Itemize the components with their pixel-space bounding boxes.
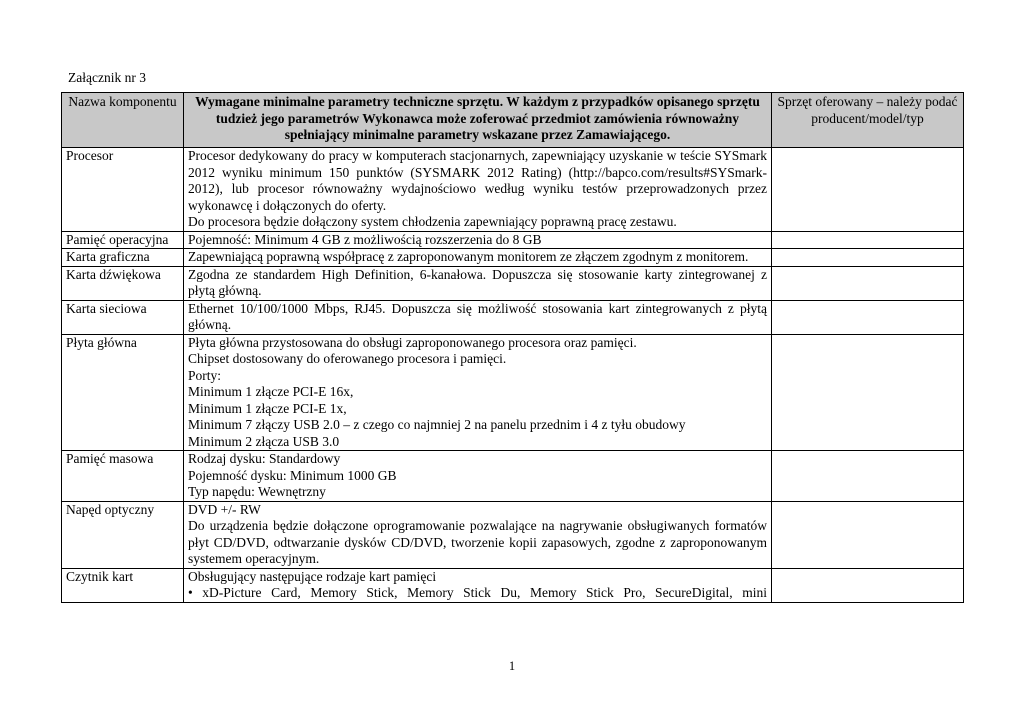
component-name-cell: Karta dźwiękowa <box>62 266 184 300</box>
requirement-text: Pojemność: Minimum 4 GB z możliwością rozszerzenia do 8 GB <box>188 231 542 247</box>
requirement-text: Zgodna ze standardem High Definition, 6-kanałowa. Dopuszcza się stosowanie karty zintegrowanej z płytą główną. <box>188 266 767 298</box>
requirement-text: Pojemność dysku: Minimum 1000 GB <box>188 467 397 483</box>
requirement-text: • xD-Picture Card, Memory Stick, Memory Stick Du, Memory Stick Pro, SecureDigital, mini <box>188 585 767 600</box>
header-offered-equipment: Sprzęt oferowany – należy podać producent/model/typ <box>772 93 964 148</box>
table-header-row <box>62 93 964 148</box>
offered-equipment-cell[interactable] <box>772 334 964 451</box>
offered-equipment-cell[interactable] <box>772 568 964 602</box>
component-name-cell: Karta graficzna <box>62 249 184 267</box>
attachment-heading: Załącznik nr 3 <box>68 70 146 85</box>
requirements-cell <box>184 148 772 232</box>
requirements-cell <box>184 451 772 502</box>
table-row <box>62 231 964 249</box>
offered-equipment-cell[interactable] <box>772 148 964 232</box>
requirement-text: Zapewniającą poprawną współpracę z zaproponowanym monitorem ze złączem zgodnym z monitorem. <box>188 249 749 264</box>
table-row <box>62 501 964 568</box>
component-name-cell: Napęd optyczny <box>62 501 184 568</box>
requirements-cell <box>184 249 772 267</box>
component-name-cell: Pamięć masowa <box>62 451 184 502</box>
requirement-text: Minimum 2 złącza USB 3.0 <box>188 433 340 449</box>
requirement-text: Procesor dedykowany do pracy w komputerach stacjonarnych, zapewniający uzyskanie w teście SYSmark 2012 wyniku minimum 150 punktów (SYSMARK 2012 Rating) (http://bapco.com/results#SYSmark-2012), lub procesor równoważny wydajnościowo według wyniku testów przeprowadzonych przez wykonawcę i dołączonych do oferty. <box>188 148 767 213</box>
specification-table <box>61 92 964 603</box>
component-name-cell: Czytnik kart <box>62 568 184 602</box>
requirements-cell <box>184 334 772 451</box>
table-row <box>62 249 964 267</box>
requirements-cell <box>184 266 772 300</box>
table-row <box>62 568 964 602</box>
requirement-text: Typ napędu: Wewnętrzny <box>188 484 326 499</box>
table-row <box>62 451 964 502</box>
requirement-text: Minimum 1 złącze PCI-E 16x, <box>188 384 354 399</box>
component-name-cell: Procesor <box>62 148 184 232</box>
table-row <box>62 334 964 451</box>
requirement-text: Do procesora będzie dołączony system chłodzenia zapewniający poprawną pracę zestawu. <box>188 214 677 229</box>
requirements-cell <box>184 501 772 568</box>
requirement-text: Ethernet 10/100/1000 Mbps, RJ45. Dopuszcza się możliwość stosowania kart zintegrowanych z płytą główną. <box>188 300 767 332</box>
offered-equipment-cell[interactable] <box>772 266 964 300</box>
requirement-text: Minimum 1 złącze PCI-E 1x, <box>188 400 347 416</box>
table-row <box>62 300 964 334</box>
requirement-text: DVD +/- RW <box>188 501 261 517</box>
requirements-cell <box>184 568 772 602</box>
requirement-text: Minimum 7 złączy USB 2.0 – z czego co najmniej 2 na panelu przednim i 4 z tyłu obudowy <box>188 417 686 432</box>
requirement-text: Obsługujący następujące rodzaje kart pamięci <box>188 568 437 584</box>
table-row <box>62 148 964 232</box>
requirements-cell <box>184 300 772 334</box>
offered-equipment-cell[interactable] <box>772 501 964 568</box>
header-requirements: Wymagane minimalne parametry techniczne sprzętu. W każdym z przypadków opisanego sprzętu tudzież jego parametrów Wykonawca może zoferować przedmiot zamówienia równoważny spełniający minimalne parametry wskazane przez Zamawiającego. <box>184 93 772 148</box>
component-name-cell: Pamięć operacyjna <box>62 231 184 249</box>
offered-equipment-cell[interactable] <box>772 249 964 267</box>
component-name-cell: Karta sieciowa <box>62 300 184 334</box>
requirement-text: Chipset dostosowany do oferowanego procesora i pamięci. <box>188 351 507 366</box>
page-number: 1 <box>508 659 516 673</box>
header-component-name: Nazwa komponentu <box>62 93 184 148</box>
offered-equipment-cell[interactable] <box>772 451 964 502</box>
requirement-text: Płyta główna przystosowana do obsługi zaproponowanego procesora oraz pamięci. <box>188 334 637 350</box>
requirement-text: Do urządzenia będzie dołączone oprogramowanie pozwalające na nagrywanie obsługiwanych formatów płyt CD/DVD, odtwarzanie dysków CD/DVD, tworzenie kopii zapasowych, zgodne z zaproponowanym systemem operacyjnym. <box>188 518 767 566</box>
requirement-text: Porty: <box>188 367 222 383</box>
offered-equipment-cell[interactable] <box>772 231 964 249</box>
table-row <box>62 266 964 300</box>
requirement-text: Rodzaj dysku: Standardowy <box>188 451 341 466</box>
component-name-cell: Płyta główna <box>62 334 184 451</box>
offered-equipment-cell[interactable] <box>772 300 964 334</box>
requirements-cell <box>184 231 772 249</box>
